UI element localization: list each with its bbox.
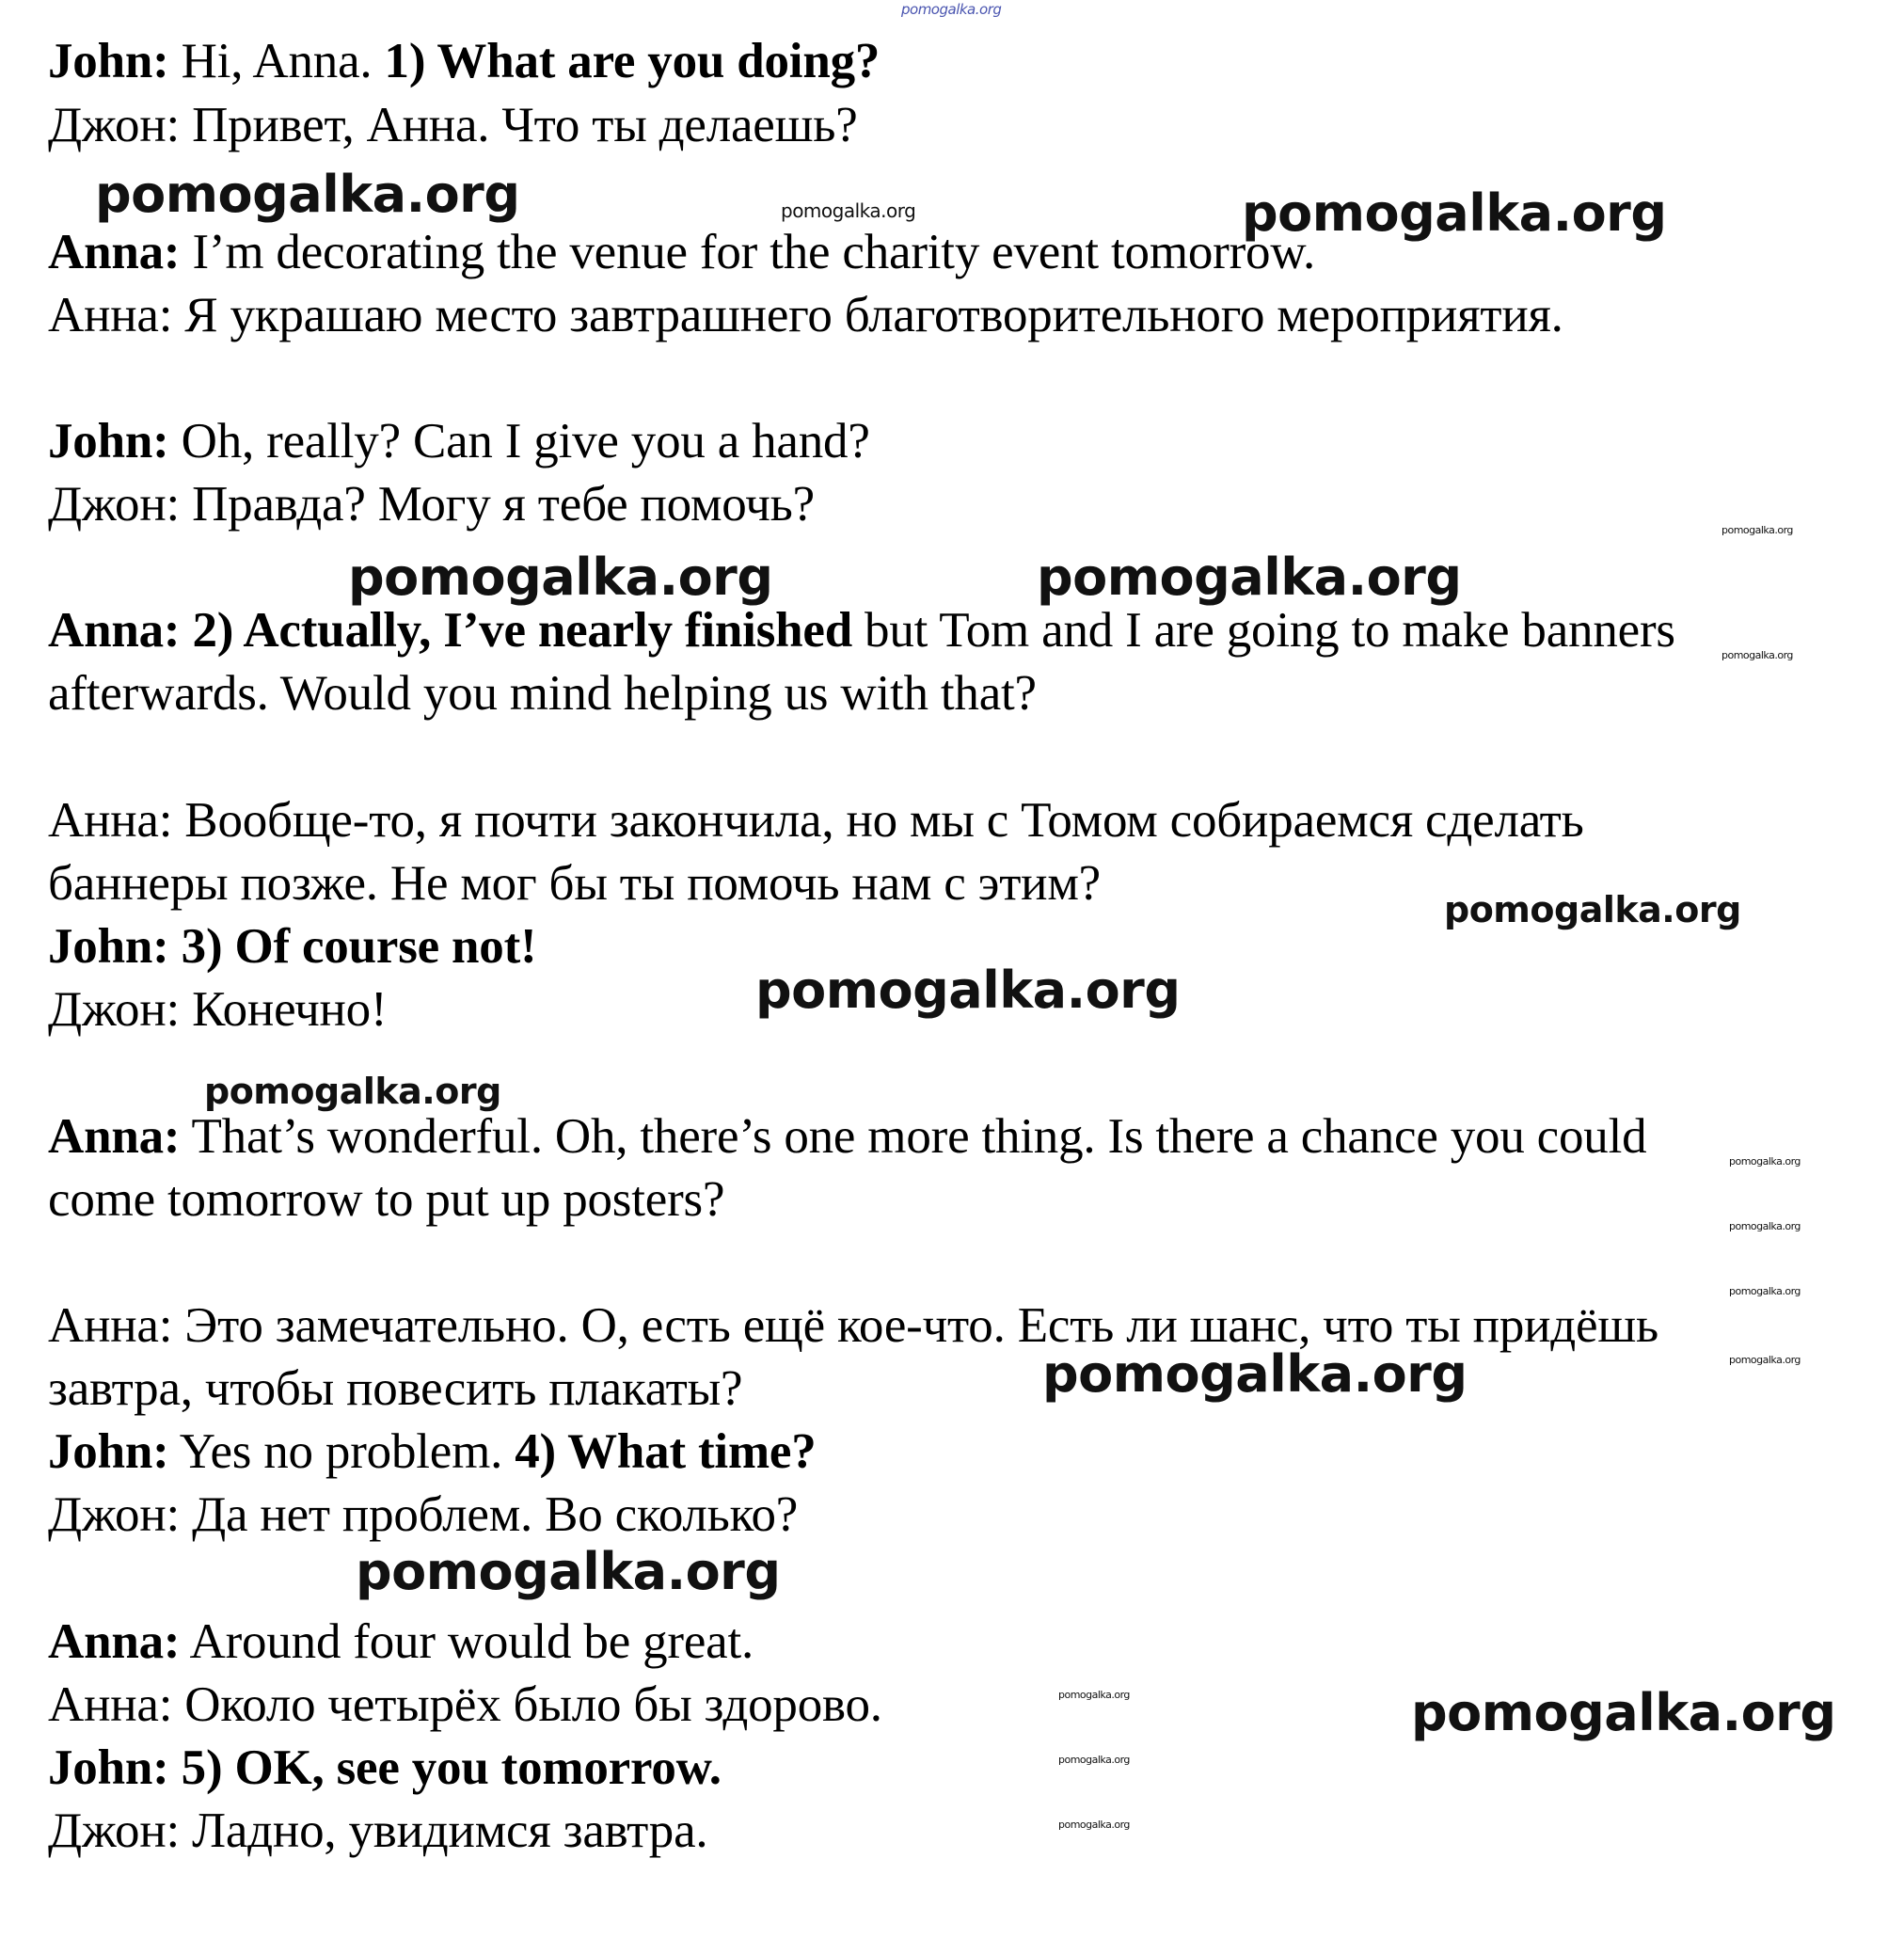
dialogue-line-ru: Джон: Привет, Анна. Что ты делаешь? bbox=[48, 98, 858, 152]
watermark-tiny: pomogalka.org bbox=[1729, 1354, 1801, 1366]
line-text: Around four would be great. bbox=[180, 1614, 754, 1669]
dialogue-line-en bbox=[48, 1737, 722, 1799]
watermark-small: pomogalka.org bbox=[781, 199, 916, 222]
watermark: pomogalka.org bbox=[755, 961, 1181, 1020]
dialogue-line-en bbox=[48, 30, 880, 92]
dialogue-line-ru: Анна: Вообще-то, я почти закончила, но мы с Томом собираемся сделать bbox=[48, 793, 1584, 848]
line-text: Hi, Anna. bbox=[168, 34, 385, 88]
watermark: pomogalka.org bbox=[95, 165, 520, 224]
speaker-label: John: bbox=[48, 1424, 169, 1479]
dialogue-line-ru: баннеры позже. Не мог бы ты помочь нам с этим? bbox=[48, 856, 1101, 911]
speaker-label: John: bbox=[48, 34, 169, 88]
line-text: I’m decorating the venue for the charity event tomorrow. bbox=[180, 225, 1316, 279]
watermark-tiny: pomogalka.org bbox=[1058, 1754, 1130, 1766]
dialogue-line-en bbox=[48, 1611, 754, 1673]
watermark-tiny: pomogalka.org bbox=[1058, 1689, 1130, 1701]
watermark-tiny: pomogalka.org bbox=[1729, 1285, 1801, 1297]
watermark-tiny: pomogalka.org bbox=[1729, 1220, 1801, 1232]
dialogue-line-ru: Джон: Да нет проблем. Во сколько? bbox=[48, 1487, 799, 1542]
dialogue-line-ru: Анна: Я украшаю место завтрашнего благотворительного мероприятия. bbox=[48, 288, 1563, 342]
speaker-label: Anna: bbox=[48, 1614, 181, 1669]
watermark: pomogalka.org bbox=[348, 548, 773, 607]
watermark-top: pomogalka.org bbox=[901, 1, 1002, 18]
dialogue-line-en bbox=[48, 915, 536, 977]
speaker-label: Anna: bbox=[48, 1109, 181, 1164]
dialogue-line-en bbox=[48, 221, 1315, 283]
dialogue-line-en bbox=[48, 1421, 817, 1483]
speaker-label: John: bbox=[48, 1740, 169, 1795]
dialogue-line-en bbox=[48, 1105, 1646, 1168]
dialogue-line-en-cont: afterwards. Would you mind helping us with that? bbox=[48, 666, 1037, 721]
dialogue-line-ru: Анна: Около четырёх было бы здорово. bbox=[48, 1677, 882, 1732]
watermark-tiny: pomogalka.org bbox=[1729, 1155, 1801, 1168]
answer-text: 4) What time? bbox=[515, 1424, 817, 1479]
line-text: but Tom and I are going to make banners bbox=[852, 603, 1675, 658]
watermark: pomogalka.org bbox=[1037, 548, 1462, 607]
watermark: pomogalka.org bbox=[1242, 183, 1667, 243]
dialogue-line-ru: Джон: Ладно, увидимся завтра. bbox=[48, 1803, 708, 1858]
dialogue-line-en bbox=[48, 599, 1675, 661]
line-text: Oh, really? Can I give you a hand? bbox=[168, 414, 870, 469]
watermark: pomogalka.org bbox=[1444, 889, 1741, 930]
line-text: Yes no problem. bbox=[168, 1424, 516, 1479]
speaker-label: Anna: bbox=[48, 603, 181, 658]
answer-text: 1) What are you doing? bbox=[384, 34, 881, 88]
watermark: pomogalka.org bbox=[204, 1071, 501, 1112]
watermark-tiny: pomogalka.org bbox=[1722, 524, 1793, 536]
speaker-label: John: bbox=[48, 414, 169, 469]
dialogue-line-en bbox=[48, 410, 870, 472]
answer-text: 3) Of course not! bbox=[168, 919, 537, 974]
dialogue-line-ru: завтра, чтобы повесить плакаты? bbox=[48, 1361, 743, 1416]
dialogue-line-ru: Джон: Правда? Могу я тебе помочь? bbox=[48, 477, 815, 532]
answer-text: 2) Actually, I’ve nearly finished bbox=[180, 603, 852, 658]
watermark: pomogalka.org bbox=[356, 1542, 781, 1601]
dialogue-line-en-cont: come tomorrow to put up posters? bbox=[48, 1172, 725, 1227]
watermark-tiny: pomogalka.org bbox=[1722, 649, 1793, 661]
speaker-label: Anna: bbox=[48, 225, 181, 279]
watermark: pomogalka.org bbox=[1042, 1344, 1468, 1404]
watermark: pomogalka.org bbox=[1411, 1683, 1836, 1742]
answer-text: 5) OK, see you tomorrow. bbox=[168, 1740, 722, 1795]
line-text: That’s wonderful. Oh, there’s one more thing. Is there a chance you could bbox=[180, 1109, 1647, 1164]
dialogue-line-ru: Джон: Конечно! bbox=[48, 982, 388, 1037]
speaker-label: John: bbox=[48, 919, 169, 974]
watermark-tiny: pomogalka.org bbox=[1058, 1819, 1130, 1831]
dialogue-line-ru: Анна: Это замечательно. О, есть ещё кое-что. Есть ли шанс, что ты придёшь bbox=[48, 1298, 1658, 1353]
